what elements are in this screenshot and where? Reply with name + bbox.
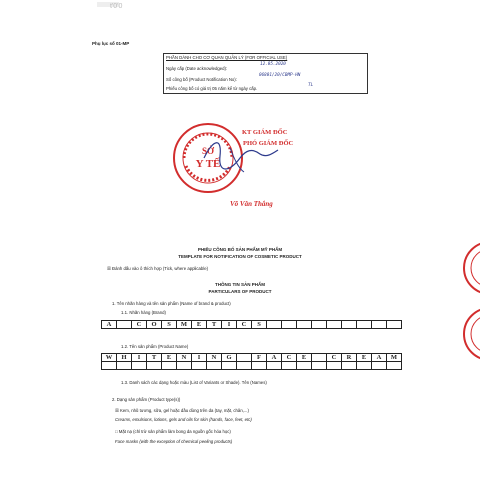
section-1-label: 1. Tên nhãn hàng và tên sản phẩm (Name of brand & product): [112, 301, 231, 306]
edge-seal-icon: [460, 304, 480, 364]
letter-cell: [357, 362, 372, 370]
date-acknowledged-value: 12.05.2020: [260, 62, 286, 67]
signer-name: Võ Văn Thắng: [230, 200, 273, 208]
letter-cell: A: [267, 354, 282, 362]
letter-cell: I: [192, 354, 207, 362]
letter-cell: F: [252, 354, 267, 362]
letter-cell: E: [162, 354, 177, 362]
edge-seal-icon: [460, 238, 480, 298]
letter-cell: C: [237, 321, 252, 329]
letter-cell: [342, 321, 357, 329]
letter-cell: E: [357, 354, 372, 362]
letter-cell: S: [252, 321, 267, 329]
date-acknowledged-label: Ngày cấp (Date acknowledged):: [166, 66, 228, 71]
letter-cell: [357, 321, 372, 329]
corner-note: t'0'0: [110, 3, 123, 10]
letter-cell: [102, 362, 117, 370]
letter-cell: I: [222, 321, 237, 329]
letter-cell: H: [117, 354, 132, 362]
letter-cell: M: [177, 321, 192, 329]
letter-cell: C: [132, 321, 147, 329]
product-type-option-b-en: Face masks (with the exception of chemical peeling products): [115, 439, 233, 444]
tick-note: ☒ Đánh dấu vào ô thích hợp (Tick, where applicable): [107, 266, 209, 271]
letter-cell: G: [222, 354, 237, 362]
letter-cell: [192, 362, 207, 370]
section-1-1-label: 1.1. Nhãn hàng (Brand): [121, 310, 166, 315]
letter-cell: O: [147, 321, 162, 329]
letter-cell: [327, 321, 342, 329]
form-title-vi: PHIẾU CÔNG BỐ SẢN PHẨM MỸ PHẨM: [197, 247, 283, 252]
appendix-label: Phụ lục số 01-MP: [92, 41, 130, 46]
letter-cell: [117, 321, 132, 329]
validity-label: Phiếu công bố có giá trị 05 năm kể từ ngày cấp.: [166, 86, 258, 91]
letter-cell: [312, 354, 327, 362]
letter-cell: R: [342, 354, 357, 362]
brand-letter-grid: [101, 320, 402, 329]
letter-cell: [282, 362, 297, 370]
letter-cell: [207, 362, 222, 370]
approval-line-2: PHÓ GIÁM ĐỐC: [243, 140, 294, 147]
official-use-heading: PHẦN DÀNH CHO CƠ QUAN QUẢN LÝ (FOR OFFICIAL USE): [166, 55, 288, 60]
letter-cell: C: [282, 354, 297, 362]
letter-cell: S: [162, 321, 177, 329]
letter-cell: [297, 321, 312, 329]
letter-cell: [237, 362, 252, 370]
notification-number-value: 06801/20/CBMP-HN: [259, 73, 301, 78]
letter-cell: I: [132, 354, 147, 362]
letter-cell: [267, 362, 282, 370]
letter-cell: C: [327, 354, 342, 362]
letter-cell: [327, 362, 342, 370]
form-title-en: TEMPLATE FOR NOTIFICATION OF COSMETIC PRODUCT: [178, 254, 302, 259]
official-use-box: [163, 53, 368, 94]
letter-cell: [267, 321, 282, 329]
product-info-heading-en: PARTICULARS OF PRODUCT: [208, 289, 272, 294]
letter-cell: [387, 362, 402, 370]
letter-cell: [297, 362, 312, 370]
letter-cell: [237, 354, 252, 362]
letter-cell: [312, 362, 327, 370]
letter-cell: [282, 321, 297, 329]
product-info-heading-vi: THÔNG TIN SẢN PHẨM: [215, 282, 265, 287]
letter-cell: [387, 321, 402, 329]
letter-cell: [162, 362, 177, 370]
approval-line-1: KT GIÁM ĐỐC: [242, 129, 288, 136]
svg-text:Y TẾ: Y TẾ: [195, 158, 221, 170]
initial-value: TL: [308, 83, 314, 88]
letter-cell: [117, 362, 132, 370]
letter-cell: T: [147, 354, 162, 362]
product-type-option-a: ☒ Kem, nhũ tương, sữa, gel hoặc dầu dùng trên da (tay, mặt, chân,...): [115, 408, 249, 413]
letter-cell: [177, 362, 192, 370]
letter-cell: A: [372, 354, 387, 362]
letter-cell: [312, 321, 327, 329]
letter-cell: [342, 362, 357, 370]
product-type-option-b: □ Mặt nạ (chỉ trừ sản phẩm làm bong da nguồn gốc hóa học): [115, 429, 231, 434]
letter-cell: [372, 362, 387, 370]
letter-cell: A: [102, 321, 117, 329]
notification-number-label: Số công bố (Product Notification No):: [166, 77, 237, 82]
section-2-label: 2. Dạng sản phẩm (Product type(s)): [112, 397, 181, 402]
letter-cell: W: [102, 354, 117, 362]
product-type-option-a-en: Creams, emulsions, lotions, gels and oils for skin (hands, face, feet, etc): [115, 417, 252, 422]
letter-cell: N: [177, 354, 192, 362]
letter-cell: [372, 321, 387, 329]
letter-cell: N: [207, 354, 222, 362]
section-1-3-label: 1.3. Danh sách các dạng hoặc màu (List of Variants or Shade). Tên (Names): [121, 380, 267, 385]
letter-cell: E: [297, 354, 312, 362]
letter-cell: [132, 362, 147, 370]
product-letter-grid: [101, 353, 402, 370]
letter-cell: [147, 362, 162, 370]
letter-cell: [252, 362, 267, 370]
letter-cell: T: [207, 321, 222, 329]
letter-cell: [222, 362, 237, 370]
letter-cell: E: [192, 321, 207, 329]
svg-text:SỞ: SỞ: [201, 146, 215, 156]
letter-cell: M: [387, 354, 402, 362]
section-1-2-label: 1.2. Tên sản phẩm (Product Name): [121, 344, 189, 349]
